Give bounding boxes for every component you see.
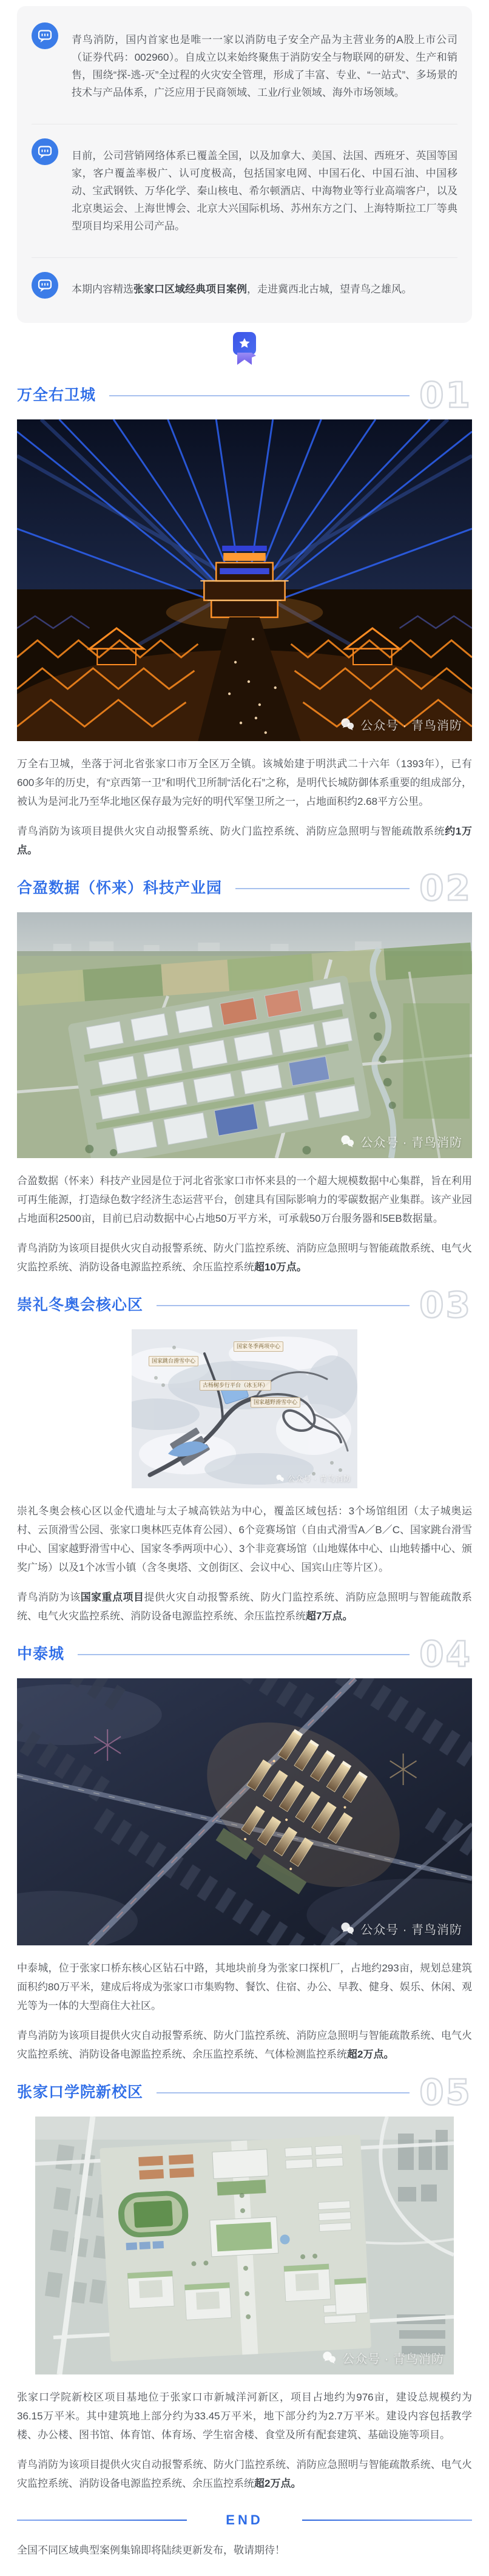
- map-label: 古杨树步行平台（冰玉环）: [200, 1380, 271, 1391]
- section-heading: [17, 1633, 472, 1675]
- watermark: [322, 2349, 444, 2367]
- intro-paragraph-topic: 本期内容精选张家口区域经典项目案例，走进冀西北古城，望青鸟之雄风。: [72, 283, 412, 295]
- section-number: 05: [419, 2072, 472, 2113]
- section-paragraph: 青鸟消防为该国家重点项目提供火灾自动报警系统、防火门监控系统、消防应急照明与智能疏散系统、电气火灾监控系统、消防设备电源监控系统、余压监控系统超7万点。: [17, 1591, 473, 1622]
- chat-bubble-icon: [32, 22, 58, 49]
- photo-college-campus-aerial[interactable]: [35, 2117, 454, 2374]
- map-label: 国家跳台滑雪中心: [149, 1356, 198, 1366]
- heading-rule: [78, 1654, 410, 1655]
- wechat-icon: [340, 717, 355, 732]
- intro-item: [32, 8, 457, 124]
- section-zhangjiakou-college-campus: [17, 2072, 472, 2493]
- night-aerial-illustration: [17, 1678, 472, 1945]
- watermark-label: 公众号 · 青鸟消防: [342, 2353, 444, 2367]
- chat-bubble-icon: [32, 272, 58, 299]
- wechat-icon: [340, 1134, 355, 1149]
- footer-note: 全国不同区域典型案例集锦即将陆续更新发布，敬请期待！: [17, 2544, 285, 2557]
- watermark-label: 公众号 · 青鸟消防: [360, 1924, 462, 1937]
- bookmark-star-icon: [231, 331, 258, 365]
- heading-rule: [235, 888, 410, 889]
- section-title: 崇礼冬奥会核心区: [17, 1296, 144, 1314]
- section-paragraph: 青鸟消防为该项目提供火灾自动报警系统、防火门监控系统、消防应急照明与智能疏散系统、电气火灾监控系统、消防设备电源监控系统、余压监控系统超10万点。: [17, 1242, 472, 1273]
- section-number: 01: [419, 375, 472, 416]
- section-title: 万全右卫城: [17, 386, 96, 404]
- intro-paragraph-company: 青鸟消防，国内首家也是唯一一家以消防电子安全产品为主营业务的A股上市公司（证券代码：002960）。自成立以来始终聚焦于消防安全与物联网的研发、生产和销售，围绕“探-逃-灭”全过程的火灾安全管理，形成了丰富、专业、“一站式”、多场景的技术与产品体系，广泛应用于民商领域、工业/行业领域、海外市场领域。: [72, 34, 457, 98]
- watermark: [340, 1133, 462, 1150]
- watermark-label: 公众号 · 青鸟消防: [360, 1136, 462, 1150]
- map-label: 国家冬季两项中心: [234, 1341, 283, 1352]
- section-heading: [17, 1284, 472, 1326]
- intro-card: [17, 6, 472, 323]
- watermark: [340, 716, 462, 733]
- section-wanquan-youwei-city: [17, 375, 472, 859]
- intro-item: [32, 258, 457, 320]
- campus-illustration: [35, 2117, 454, 2374]
- watermark-label: 公众号 · 青鸟消防: [360, 719, 462, 733]
- section-paragraph: 崇礼冬奥会核心区以金代遗址与太子城高铁站为中心，覆盖区域包括：3个场馆组团（太子城奥运村、云顶滑雪公园、张家口奥林匹克体育公园）、6个竞赛场馆（自由式滑雪A／B／C、国家跳台滑雪中心、国家越野滑雪中心、国家冬季两项中心）、3个非竞赛场馆（山地媒体中心、山地转播中心、颁奖广场）以及1个冰雪小镇（含冬奥塔、文创街区、会议中心、国宾山庄等片区）。: [17, 1505, 472, 1574]
- wechat-icon: [275, 1474, 285, 1483]
- section-number: 02: [419, 867, 472, 909]
- section-heading: [17, 2072, 472, 2113]
- section-paragraph: 青鸟消防为该项目提供火灾自动报警系统、防火门监控系统、消防应急照明与智能疏散系统约1万点。: [17, 825, 472, 856]
- section-paragraph: 张家口学院新校区项目基地位于张家口市新城洋河新区，项目占地约为976亩，建设总规模约为36.15万平米。其中建筑地上部分约为33.45万平米，地下部分约为2.7万平米。建设内容包括教学楼、办公楼、图书馆、体育馆、体育场、学生宿舍楼、食堂及所有配套建筑、基础设施等项目。: [17, 2391, 472, 2441]
- heading-rule: [157, 2092, 410, 2093]
- section-title: 张家口学院新校区: [17, 2084, 144, 2101]
- end-rule-right: [302, 2520, 472, 2521]
- section-paragraph: 青鸟消防为该项目提供火灾自动报警系统、防火门监控系统、消防应急照明与智能疏散系统、电气火灾监控系统、消防设备电源监控系统、余压监控系统超2万点。: [17, 2459, 472, 2490]
- data-park-illustration: [17, 912, 472, 1158]
- night-city-illustration: [17, 419, 472, 741]
- chat-bubble-icon: [32, 138, 58, 165]
- section-heading: [17, 867, 472, 909]
- wechat-icon: [322, 2350, 337, 2365]
- end-divider: [17, 2512, 472, 2528]
- section-paragraph: 万全右卫城，坐落于河北省张家口市万全区万全镇。该城始建于明洪武二十六年（1393年），已有600多年的历史，有“京西第一卫”和明代卫所制“活化石”之称，是明代长城防御体系重要的组成部分，被认为是河北乃至华北地区保存最为完好的明代军堡卫所之一，占地面积约2.68平方公里。: [17, 758, 472, 808]
- watermark: [275, 1473, 351, 1483]
- heading-rule: [109, 395, 410, 396]
- end-rule-left: [17, 2520, 187, 2521]
- section-heying-data-park: [17, 867, 472, 1276]
- section-zhongtai-city: [17, 1633, 472, 2064]
- heading-rule: [157, 1305, 410, 1306]
- section-paragraph: 中泰城，位于张家口桥东核心区钻石中路，其地块前身为张家口探机厂，占地约293亩，规划总建筑面积约80万平米，建成后将成为张家口市集购物、餐饮、住宿、办公、早教、健身、娱乐、休闲、观光等为一体的大型商住大社区。: [17, 1962, 472, 2012]
- photo-wanquan-night-view[interactable]: [17, 419, 472, 741]
- photo-chongli-snow-map[interactable]: [132, 1329, 357, 1488]
- bookmark-divider: [17, 323, 472, 367]
- section-title: 合盈数据（怀来）科技产业园: [17, 880, 223, 897]
- photo-zhongtai-city-night-aerial[interactable]: [17, 1678, 472, 1945]
- section-paragraph: 青鸟消防为该项目提供火灾自动报警系统、防火门监控系统、消防应急照明与智能疏散系统、电气火灾监控系统、消防设备电源监控系统、余压监控系统、气体检测监控系统超2万点。: [17, 2030, 472, 2061]
- watermark-label: 公众号 · 青鸟消防: [288, 1474, 351, 1483]
- section-paragraph: 合盈数据（怀来）科技产业园是位于河北省张家口市怀来县的一个超大规模数据中心集群，旨在利用可再生能源，打造绿色数字经济生态运营平台，创建具有国际影响力的零碳数据产业集群。该产业园占地面积2500亩，目前已启动数据中心占地50万平方米，可承载50万台服务器和5EB数据量。: [17, 1175, 472, 1225]
- map-label: 国家越野滑雪中心: [251, 1397, 300, 1408]
- intro-paragraph-network: 目前，公司营销网络体系已覆盖全国，以及加拿大、美国、法国、西班牙、英国等国家，客户覆盖率极广、认可度极高，包括国家电网、中国石化、中国石油、中国移动、宝武钢铁、万华化学、秦山核电、希尔顿酒店、中海物业等行业高端客户，以及北京奥运会、上海世博会、北京大兴国际机场、苏州东方之门、上海特斯拉工厂等典型项目均采用公司产品。: [72, 150, 457, 232]
- section-chongli-olympic-core: [17, 1284, 473, 1625]
- section-number: 03: [419, 1284, 472, 1326]
- section-number: 04: [419, 1633, 472, 1675]
- wechat-icon: [340, 1921, 355, 1936]
- snow-map-illustration: [132, 1329, 357, 1488]
- end-label: END: [226, 2512, 263, 2528]
- intro-item: [32, 124, 457, 258]
- photo-heying-data-park-aerial[interactable]: [17, 912, 472, 1158]
- watermark: [340, 1920, 462, 1937]
- section-title: 中泰城: [17, 1646, 65, 1663]
- section-heading: [17, 375, 472, 416]
